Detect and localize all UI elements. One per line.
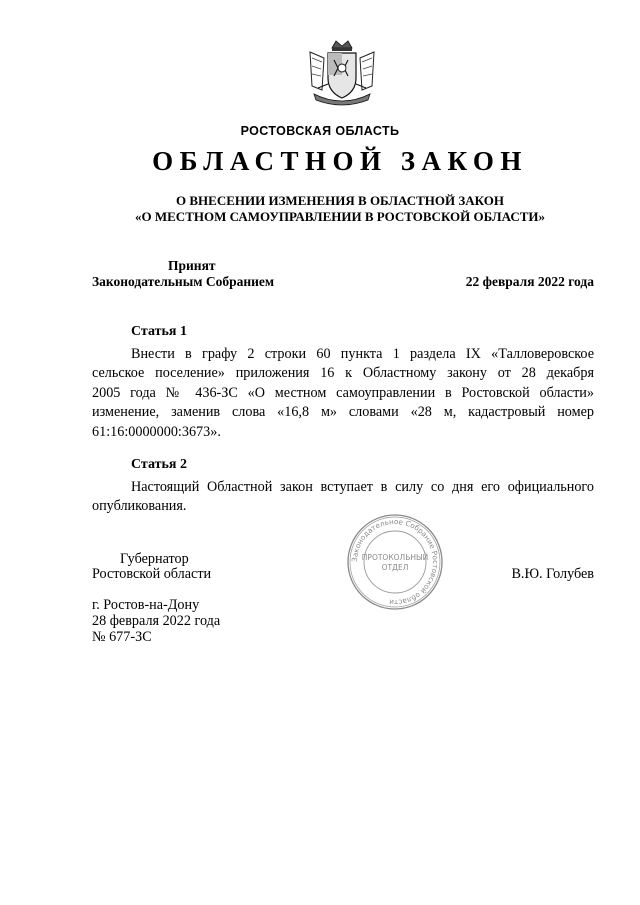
article-1-line: 61:16:0000000:3673». [92,423,221,440]
article-1-title: Статья 1 [131,324,187,339]
law-title-line-2: «О МЕСТНОМ САМОУПРАВЛЕНИИ В РОСТОВСКОЙ ОБЛАСТИ» [135,209,545,224]
stamp-ring-text: Законодательное Собрание Ростовской области [349,516,441,608]
law-number: № 677-ЗС [92,629,152,645]
article-1-line: 2005 года № 436-ЗС «О местном самоуправлении в Ростовской области» [92,384,594,401]
stamp-center-line-2: ОТДЕЛ [381,563,409,572]
signatory-name: В.Ю. Голубев [511,566,594,582]
signing-date: 28 февраля 2022 года [92,613,221,629]
adopted-label: Принят [168,258,216,273]
place-city: г. Ростов-на-Дону [92,597,200,613]
article-1-line: сельское поселение» приложения 16 к Областному закону от 28 декабря [92,365,594,382]
article-1-line: Внести в графу 2 строки 60 пункта 1 раздела IX «Талловеровское [131,346,594,362]
article-1-body [92,345,594,442]
article-1-line: изменение, заменив слова «16,8 м» словами «28 м, кадастровый номер [92,404,594,421]
stamp-center-line-1: ПРОТОКОЛЬНЫЙ [361,553,429,562]
law-title-line-1: О ВНЕСЕНИИ ИЗМЕНЕНИЯ В ОБЛАСТНОЙ ЗАКОН [176,193,504,208]
article-2-body [92,478,594,517]
adopted-date: 22 февраля 2022 года [465,274,594,289]
adopted-by: Законодательным Собранием [92,274,275,289]
document-type-title: ОБЛАСТНОЙ ЗАКОН [152,146,528,176]
article-2-line: Настоящий Областной закон вступает в силу со дня его официального [131,479,594,495]
signatory-title-line-1: Губернатор [120,551,189,567]
coat-of-arms-icon [304,38,380,108]
signatory-title-line-2: Ростовской области [92,566,212,582]
article-2-title: Статья 2 [131,457,187,472]
round-stamp-icon [345,512,445,612]
article-2-line: опубликования. [92,498,187,515]
region-heading: РОСТОВСКАЯ ОБЛАСТЬ [240,124,400,138]
